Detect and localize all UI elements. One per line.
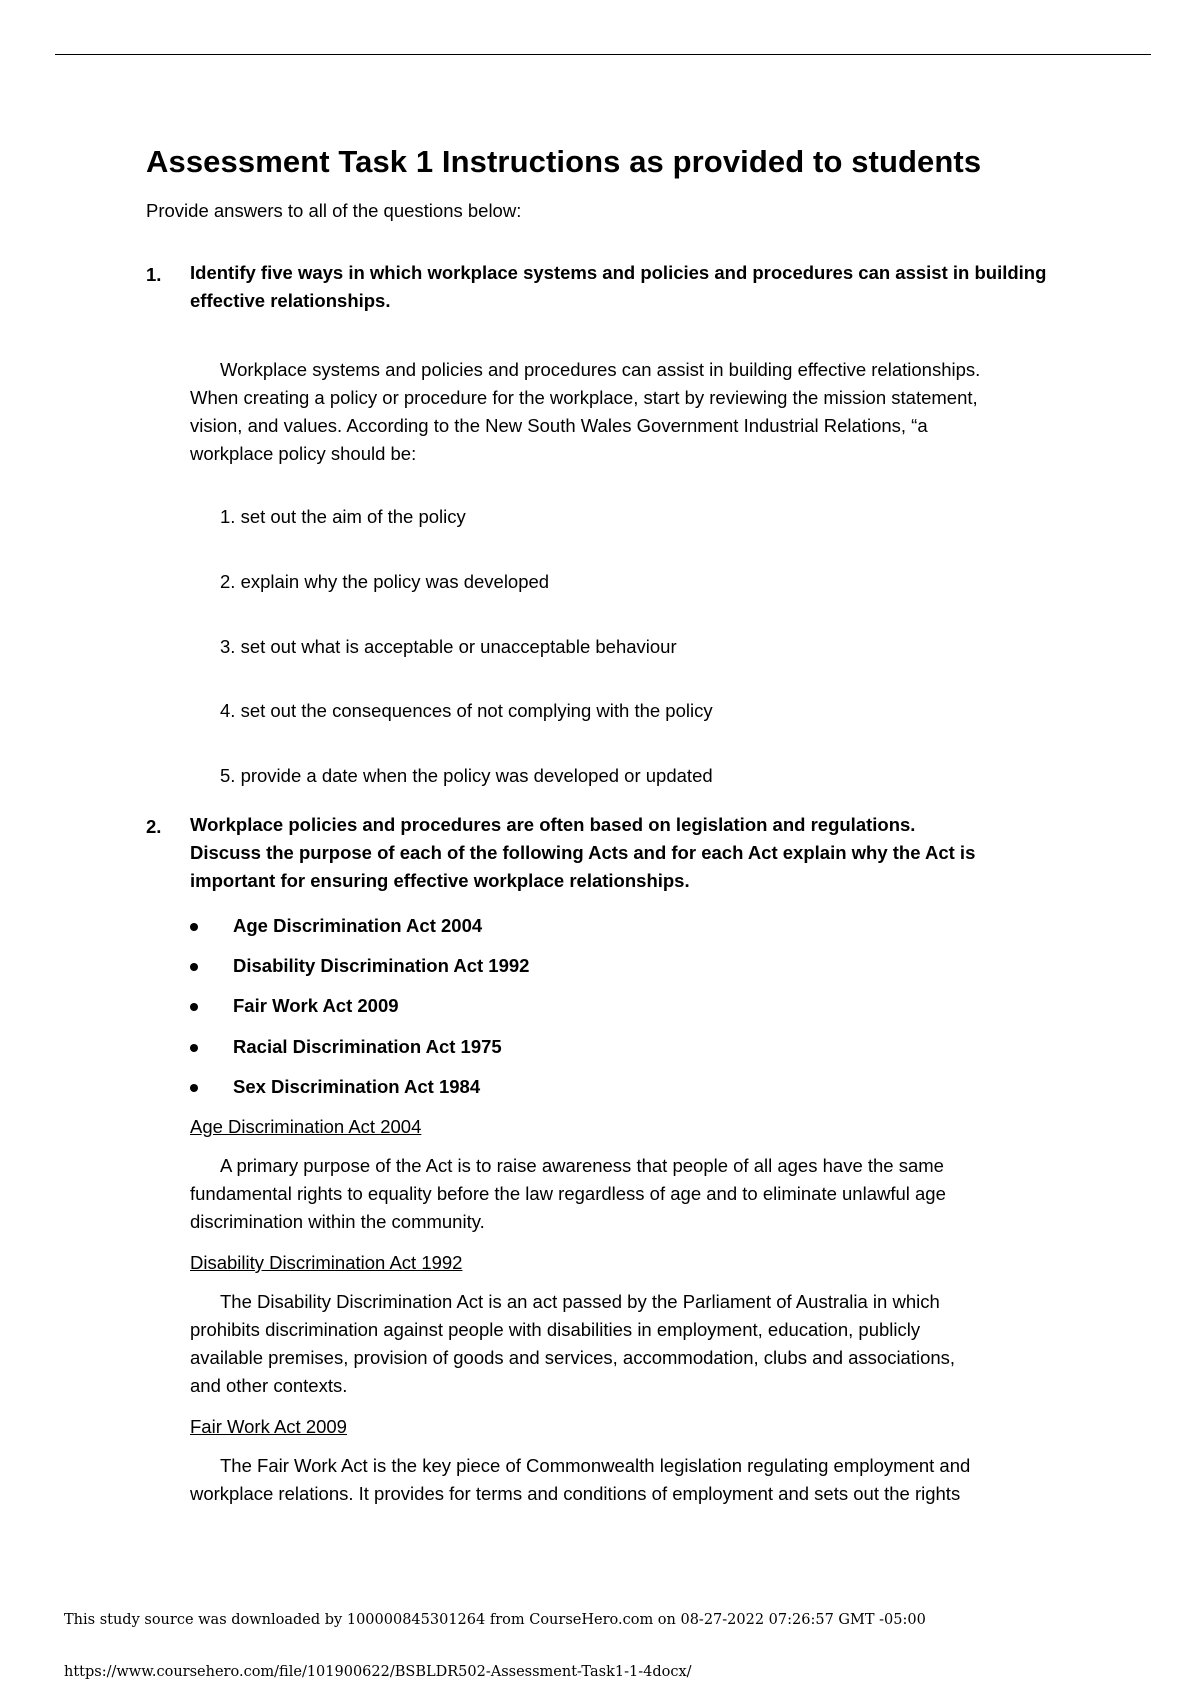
- question-2-number: 2.: [146, 816, 162, 837]
- bullet-icon: [190, 1003, 198, 1011]
- bullet-icon: [190, 1044, 198, 1052]
- section-line: prohibits discrimination against people with disabilities in employment, education, publicly: [190, 1319, 921, 1340]
- bullet-icon: [190, 1084, 198, 1092]
- section-line: The Fair Work Act is the key piece of Commonwealth legislation regulating employment and: [220, 1455, 971, 1476]
- top-divider: [55, 54, 1151, 55]
- answer-line: When creating a policy or procedure for the workplace, start by reviewing the mission statement,: [190, 387, 978, 408]
- section-line: available premises, provision of goods and services, accommodation, clubs and associations,: [190, 1347, 956, 1368]
- bullet-text: Racial Discrimination Act 1975: [233, 1036, 502, 1057]
- section-line: discrimination within the community.: [190, 1211, 485, 1232]
- question-1-number: 1.: [146, 264, 162, 285]
- question-2-line: important for ensuring effective workplace relationships.: [190, 870, 690, 891]
- section-line: workplace relations. It provides for terms and conditions of employment and sets out the rights: [190, 1483, 961, 1504]
- bullet-icon: [190, 923, 198, 931]
- bullet-text: Age Discrimination Act 2004: [233, 915, 483, 936]
- section-heading: Disability Discrimination Act 1992: [190, 1252, 463, 1273]
- bullet-text: Sex Discrimination Act 1984: [233, 1076, 481, 1097]
- answer-line: vision, and values. According to the New South Wales Government Industrial Relations, “a: [190, 415, 928, 436]
- bullet-icon: [190, 963, 198, 971]
- bullet-text: Fair Work Act 2009: [233, 995, 399, 1016]
- page-title: Assessment Task 1 Instructions as provided to students: [146, 144, 982, 179]
- question-2-line: Discuss the purpose of each of the following Acts and for each Act explain why the Act is: [190, 842, 976, 863]
- section-heading: Fair Work Act 2009: [190, 1416, 347, 1437]
- source-url[interactable]: https://www.coursehero.com/file/101900622/BSBLDR502-Assessment-Task1-1-4docx/: [64, 1664, 692, 1680]
- list-item: 3. set out what is acceptable or unacceptable behaviour: [220, 636, 677, 657]
- section-heading: Age Discrimination Act 2004: [190, 1116, 422, 1137]
- list-item: 4. set out the consequences of not complying with the policy: [220, 700, 713, 721]
- list-item: 2. explain why the policy was developed: [220, 571, 550, 592]
- section-line: A primary purpose of the Act is to raise awareness that people of all ages have the same: [220, 1155, 944, 1176]
- answer-line: workplace policy should be:: [190, 443, 417, 464]
- download-notice: This study source was downloaded by 100000845301264 from CourseHero.com on 08-27-2022 07:26:57 GMT -05:00: [64, 1612, 926, 1628]
- section-line: The Disability Discrimination Act is an act passed by the Parliament of Australia in which: [220, 1291, 940, 1312]
- list-item: 1. set out the aim of the policy: [220, 506, 466, 527]
- question-1-text: Identify five ways in which workplace systems and policies and procedures can assist in building effective relationships.: [190, 262, 1047, 311]
- instructions-lead: Provide answers to all of the questions below:: [146, 200, 522, 221]
- section-line: and other contexts.: [190, 1375, 348, 1396]
- bullet-text: Disability Discrimination Act 1992: [233, 955, 530, 976]
- question-2-line: Workplace policies and procedures are often based on legislation and regulations.: [190, 814, 916, 835]
- list-item: 5. provide a date when the policy was developed or updated: [220, 765, 713, 786]
- answer-line: Workplace systems and policies and procedures can assist in building effective relationships.: [220, 359, 981, 380]
- section-line: fundamental rights to equality before the law regardless of age and to eliminate unlawful age: [190, 1183, 946, 1204]
